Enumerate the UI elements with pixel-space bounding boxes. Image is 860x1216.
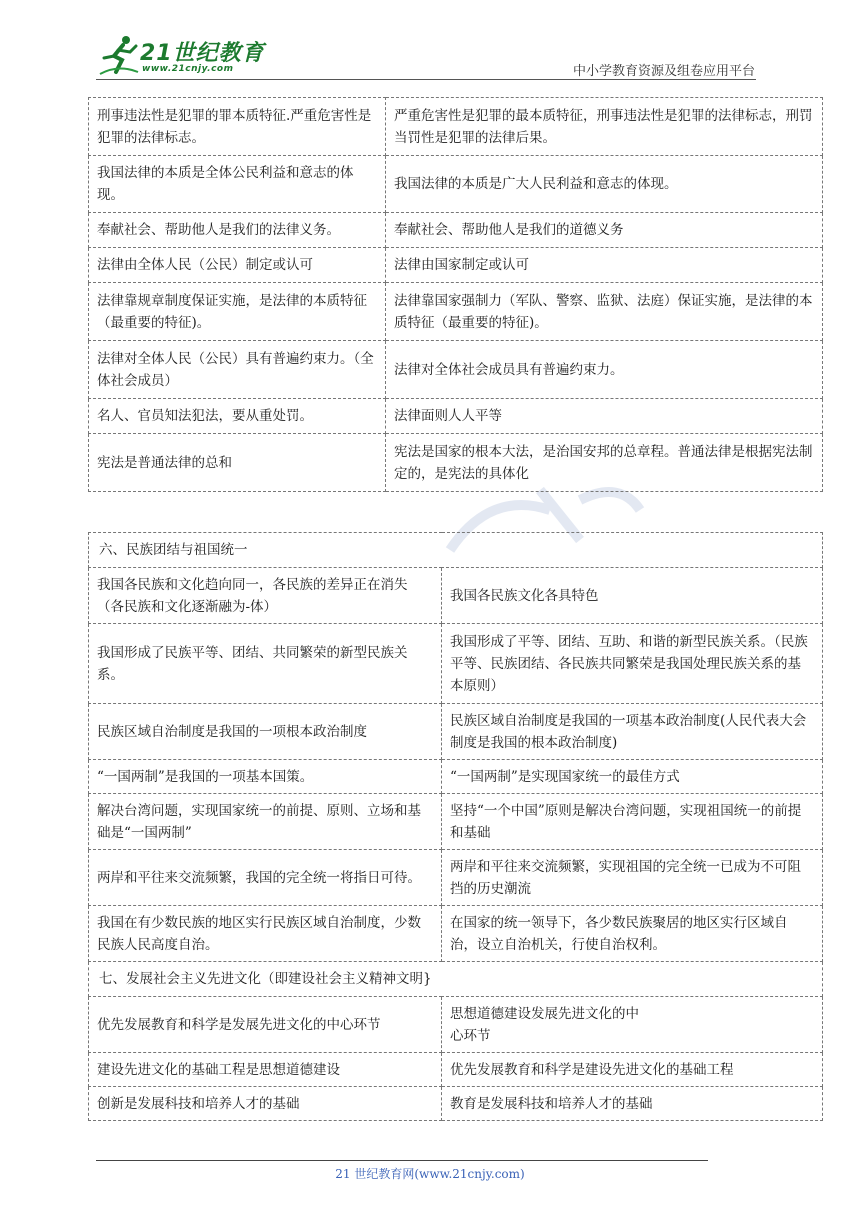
correct-statement: 宪法是国家的根本大法，是治国安邦的总章程。普通法律是根据宪法制定的，是宪法的具体化 bbox=[386, 434, 823, 492]
correct-statement-line: 思想道德建设发展先进文化的中 bbox=[450, 1005, 639, 1022]
correct-statement: 两岸和平往来交流频繁，实现祖国的完全统一已成为不可阻挡的历史潮流 bbox=[442, 850, 823, 906]
wrong-statement: 名人、官员知法犯法，要从重处罚。 bbox=[89, 399, 386, 434]
wrong-statement: “一国两制”是我国的一项基本国策。 bbox=[89, 760, 442, 794]
table-row bbox=[89, 156, 823, 213]
correct-statement bbox=[442, 997, 823, 1053]
correct-statement: 教育是发展科技和培养人才的基础 bbox=[442, 1087, 823, 1121]
table-row bbox=[89, 624, 823, 704]
section-heading: 六、民族团结与祖国统一 bbox=[89, 533, 823, 568]
table-row bbox=[89, 997, 823, 1053]
table-row bbox=[89, 341, 823, 399]
table-row bbox=[89, 568, 823, 624]
page-header bbox=[0, 0, 860, 86]
correct-statement: 法律对全体社会成员具有普遍约束力。 bbox=[386, 341, 823, 399]
logo-text: 21世纪教育 bbox=[140, 41, 265, 66]
table-row bbox=[89, 1053, 823, 1087]
section-row bbox=[89, 533, 823, 568]
wrong-statement: 两岸和平往来交流频繁，我国的完全统一将指日可待。 bbox=[89, 850, 442, 906]
correct-statement: 我国各民族文化各具特色 bbox=[442, 568, 823, 624]
comparison-table-law bbox=[88, 97, 823, 492]
wrong-statement: 宪法是普通法律的总和 bbox=[89, 434, 386, 492]
table-row bbox=[89, 434, 823, 492]
table-row bbox=[89, 248, 823, 283]
correct-statement: 法律面则人人平等 bbox=[386, 399, 823, 434]
correct-statement: 我国形成了平等、团结、互助、和谐的新型民族关系。（民族平等、民族团结、各民族共同繁荣是我国处理民族关系的基本原则） bbox=[442, 624, 823, 704]
wrong-statement: 法律对全体人民（公民）具有普遍约束力。（全体社会成员） bbox=[89, 341, 386, 399]
logo-url: www.21cnjy.com bbox=[142, 64, 234, 74]
table-row bbox=[89, 760, 823, 794]
wrong-statement: 刑事违法性是犯罪的罪本质特征.严重危害性是犯罪的法律标志。 bbox=[89, 98, 386, 156]
wrong-statement: 我国各民族和文化趋向同一，各民族的差异正在消失（各民族和文化逐渐融为-体） bbox=[89, 568, 442, 624]
correct-statement: “一国两制”是实现国家统一的最佳方式 bbox=[442, 760, 823, 794]
table-row bbox=[89, 850, 823, 906]
correct-statement: 在国家的统一领导下，各少数民族聚居的地区实行区域自治，设立自治机关，行使自治权利。 bbox=[442, 906, 823, 962]
table-row bbox=[89, 1087, 823, 1121]
footer-divider bbox=[96, 1160, 708, 1161]
correct-statement-line: 心环节 bbox=[450, 1027, 491, 1044]
correct-statement: 坚持“一个中国”原则是解决台湾问题，实现祖国统一的前提和基础 bbox=[442, 794, 823, 850]
correct-statement: 法律由国家制定或认可 bbox=[386, 248, 823, 283]
wrong-statement: 法律靠规章制度保证实施，是法律的本质特征（最重要的特征)。 bbox=[89, 283, 386, 341]
table-row bbox=[89, 399, 823, 434]
footer-link[interactable]: 21 世纪教育网(www.21cnjy.com) bbox=[335, 1167, 525, 1181]
table-row bbox=[89, 283, 823, 341]
comparison-table-nation bbox=[88, 532, 823, 1121]
wrong-statement: 建设先进文化的基础工程是思想道德建设 bbox=[89, 1053, 442, 1087]
wrong-statement: 我国法律的本质是全体公民利益和意志的体现。 bbox=[89, 156, 386, 213]
section-heading: 七、发展社会主义先进文化（即建设社会主义精神文明} bbox=[89, 962, 823, 997]
wrong-statement: 解决台湾问题，实现国家统一的前提、原则、立场和基础是“一国两制” bbox=[89, 794, 442, 850]
wrong-statement: 优先发展教育和科学是发展先进文化的中心环节 bbox=[89, 997, 442, 1053]
section-row bbox=[89, 962, 823, 997]
header-divider bbox=[96, 79, 756, 80]
correct-statement: 严重危害性是犯罪的最本质特征，刑事违法性是犯罪的法律标志，刑罚当罚性是犯罪的法律后果。 bbox=[386, 98, 823, 156]
site-logo bbox=[96, 34, 266, 78]
correct-statement: 民族区域自治制度是我国的一项基本政治制度(人民代表大会制度是我国的根本政治制度) bbox=[442, 704, 823, 760]
correct-statement: 优先发展教育和科学是建设先进文化的基础工程 bbox=[442, 1053, 823, 1087]
correct-statement: 法律靠国家强制力（军队、警察、监狱、法庭）保证实施，是法律的本质特征（最重要的特征)。 bbox=[386, 283, 823, 341]
wrong-statement: 我国形成了民族平等、团结、共同繁荣的新型民族关系。 bbox=[89, 624, 442, 704]
wrong-statement: 民族区域自治制度是我国的一项根本政治制度 bbox=[89, 704, 442, 760]
runner-logo-icon bbox=[96, 34, 140, 78]
table-row bbox=[89, 98, 823, 156]
correct-statement: 奉献社会、帮助他人是我们的道德义务 bbox=[386, 213, 823, 248]
table-row bbox=[89, 906, 823, 962]
table-row bbox=[89, 794, 823, 850]
table-row bbox=[89, 213, 823, 248]
platform-title: 中小学教育资源及组卷应用平台 bbox=[572, 64, 755, 79]
correct-statement: 我国法律的本质是广大人民利益和意志的体现。 bbox=[386, 156, 823, 213]
wrong-statement: 我国在有少数民族的地区实行民族区域自治制度，少数民族人民高度自治。 bbox=[89, 906, 442, 962]
wrong-statement: 奉献社会、帮助他人是我们的法律义务。 bbox=[89, 213, 386, 248]
wrong-statement: 法律由全体人民（公民）制定或认可 bbox=[89, 248, 386, 283]
wrong-statement: 创新是发展科技和培养人才的基础 bbox=[89, 1087, 442, 1121]
table-row bbox=[89, 704, 823, 760]
